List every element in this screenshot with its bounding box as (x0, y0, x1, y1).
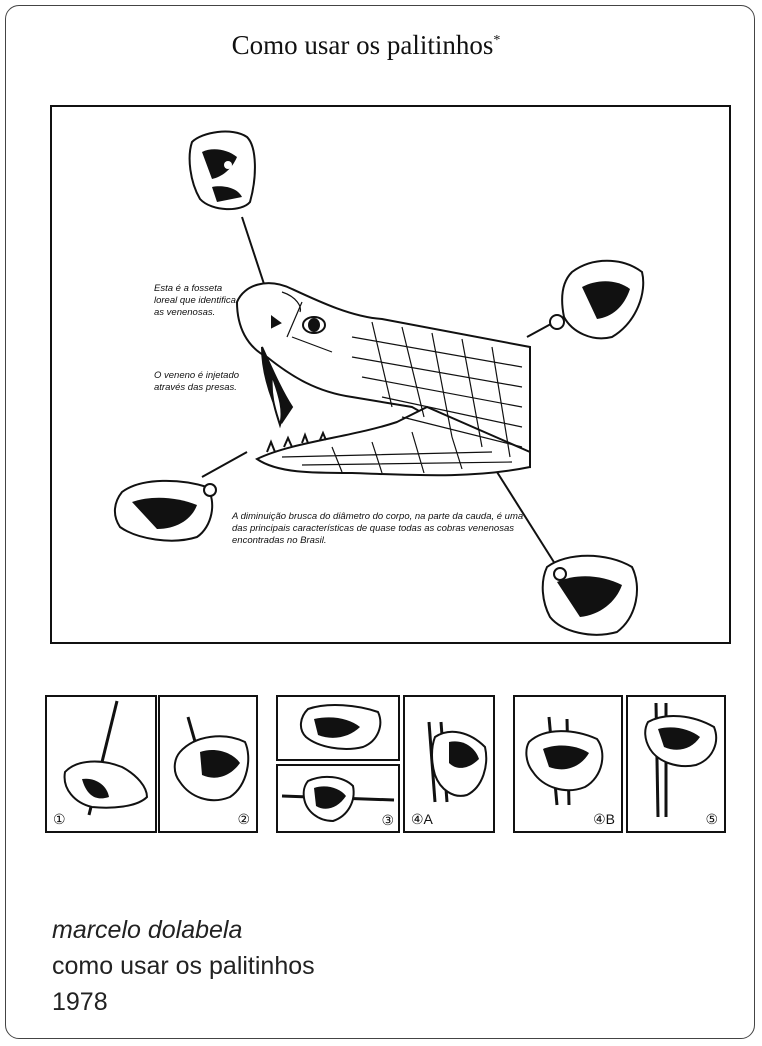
step-label-5: ⑤ (705, 811, 718, 827)
title-asterisk: * (493, 33, 501, 48)
step-panel-2 (158, 695, 258, 833)
step-label-3: ③ (381, 812, 394, 828)
title-text: Como usar os palitinhos (231, 30, 494, 60)
pointer-line-top (242, 217, 265, 287)
page-card (5, 5, 755, 1039)
step-label-1: ① (53, 811, 66, 827)
hand-thumb-illustration (278, 697, 398, 759)
note-cauda: A diminuição brusca do diâmetro do corpo, na parte da cauda, é uma das principais características de quase todas as cobras venenosas encontradas no Brasil. (232, 511, 524, 546)
main-illustration-frame (50, 105, 731, 644)
note-fosseta-loreal: Esta é a fosseta loreal que identifica as venenosas. (154, 283, 236, 318)
step-label-4b: ④B (593, 811, 615, 827)
step-panel-4a (403, 695, 495, 833)
hand-bottom-illustration (543, 556, 637, 635)
credit-year: 1978 (52, 988, 108, 1016)
note-veneno: O veneno é injetado através das presas. (154, 370, 240, 393)
credit-work-title: como usar os palitinhos (52, 952, 315, 980)
step-panel-3-top (276, 695, 400, 761)
pointer-line-left (202, 452, 247, 477)
step-panel-3-bottom (276, 764, 400, 833)
hand-top-illustration (190, 132, 255, 210)
step-label-4a: ④A (411, 811, 433, 827)
hand-right-illustration (550, 261, 643, 339)
hand-second-stick-illustration (278, 766, 398, 831)
hand-left-illustration (115, 481, 216, 541)
step-panel-5 (626, 695, 726, 833)
page-title (6, 30, 726, 61)
credit-author: marcelo dolabela (52, 916, 243, 944)
step-label-2: ② (237, 811, 250, 827)
step-panel-1 (45, 695, 157, 833)
step-panel-4b (513, 695, 623, 833)
